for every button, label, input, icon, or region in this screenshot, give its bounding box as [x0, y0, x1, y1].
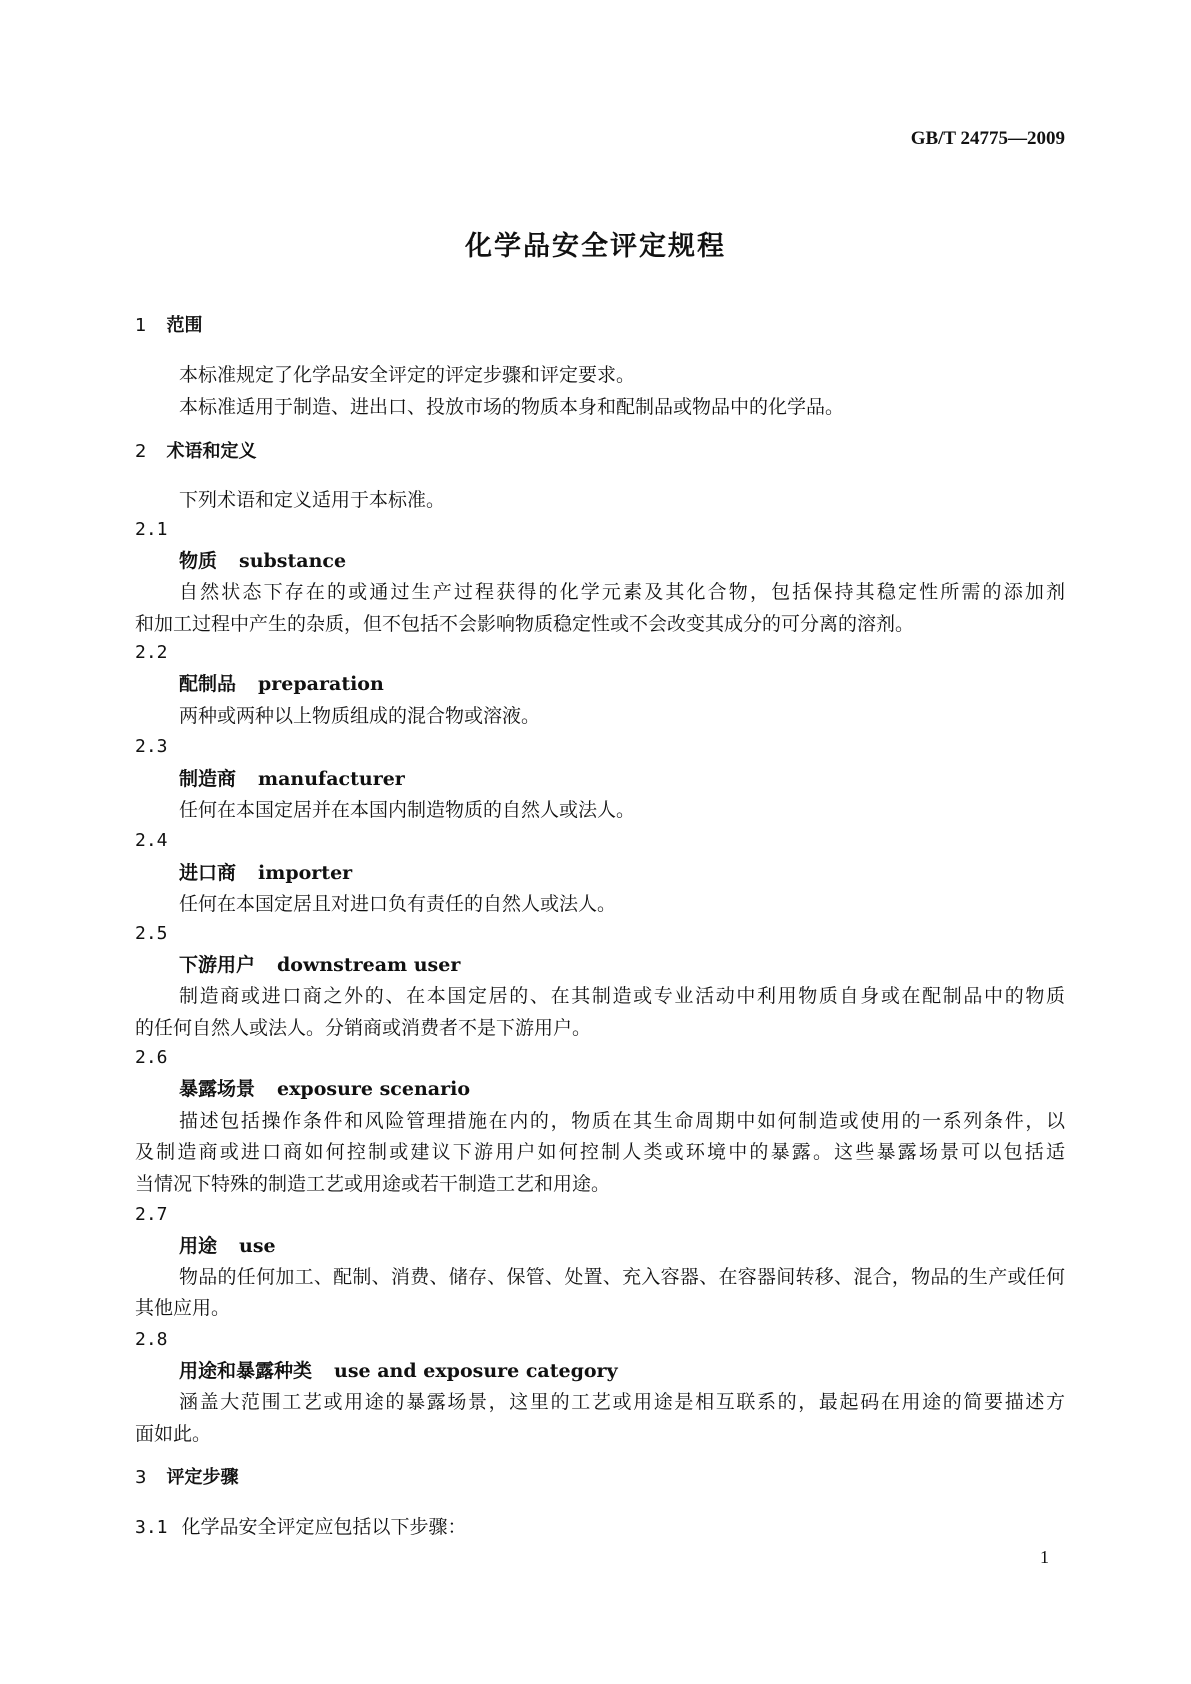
- term-heading: [179, 764, 405, 794]
- term-zh: 下游用户: [179, 954, 256, 976]
- clause-text: 化学品安全评定应包括以下步骤：: [181, 1516, 467, 1538]
- standard-code: GB/T 24775—2009: [910, 128, 1065, 149]
- term-zh: 暴露场景: [179, 1078, 256, 1100]
- term-number: 2.5: [135, 923, 168, 944]
- definition-line: 当情况下特殊的制造工艺或用途或若干制造工艺和用途。: [135, 1173, 611, 1195]
- term-zh: 用途和暴露种类: [179, 1360, 313, 1382]
- paragraph: 本标准规定了化学品安全评定的评定步骤和评定要求。: [179, 364, 636, 386]
- definition-line: 涵盖大范围工艺或用途的暴露场景，这里的工艺或用途是相互联系的，最起码在用途的简要描述方: [179, 1391, 1065, 1413]
- paragraph: 下列术语和定义适用于本标准。: [179, 489, 446, 511]
- term-heading: [179, 858, 352, 888]
- term-zh: 进口商: [179, 862, 237, 884]
- term-number: 2.3: [135, 736, 168, 757]
- definition-line: 制造商或进口商之外的、在本国定居的、在其制造或专业活动中利用物质自身或在配制品中的物质: [179, 985, 1065, 1007]
- definition-line: 任何在本国定居并在本国内制造物质的自然人或法人。: [179, 799, 636, 821]
- term-en: substance: [239, 550, 347, 572]
- definition-line: 面如此。: [135, 1423, 212, 1445]
- clause-3-1: [135, 1512, 467, 1542]
- term-number: 2.7: [135, 1204, 168, 1225]
- term-en: downstream user: [277, 954, 461, 976]
- definition-line: 自然状态下存在的或通过生产过程获得的化学元素及其化合物，包括保持其稳定性所需的添加剂: [179, 581, 1065, 603]
- section-number: 2: [135, 441, 147, 462]
- term-number: 2.6: [135, 1047, 168, 1068]
- definition-line: 描述包括操作条件和风险管理措施在内的，物质在其生命周期中如何制造或使用的一系列条件，以: [179, 1110, 1065, 1132]
- term-zh: 用途: [179, 1235, 218, 1257]
- term-number: 2.1: [135, 519, 168, 540]
- term-zh: 物质: [179, 550, 218, 572]
- term-heading: [179, 1074, 470, 1104]
- definition-line: 和加工过程中产生的杂质，但不包括不会影响物质稳定性或不会改变其成分的可分离的溶剂。: [135, 613, 915, 635]
- section-3-heading: [135, 1463, 238, 1493]
- definition-line: 物品的任何加工、配制、消费、储存、保管、处置、充入容器、在容器间转移、混合，物品的生产或任何: [179, 1266, 1065, 1288]
- section-1-heading: [135, 311, 202, 341]
- term-heading: [179, 546, 346, 576]
- term-en: use and exposure category: [334, 1360, 618, 1382]
- paragraph: 本标准适用于制造、进出口、投放市场的物质本身和配制品或物品中的化学品。: [179, 396, 845, 418]
- term-en: preparation: [258, 673, 384, 695]
- term-heading: [179, 1356, 618, 1386]
- term-en: manufacturer: [258, 768, 405, 790]
- term-number: 2.2: [135, 642, 168, 663]
- clause-number: 3.1: [135, 1517, 168, 1538]
- term-number: 2.8: [135, 1329, 168, 1350]
- term-number: 2.4: [135, 830, 168, 851]
- definition-line: 其他应用。: [135, 1297, 231, 1319]
- definition-line: 任何在本国定居且对进口负有责任的自然人或法人。: [179, 893, 617, 915]
- term-zh: 配制品: [179, 673, 237, 695]
- term-en: exposure scenario: [277, 1078, 470, 1100]
- term-zh: 制造商: [179, 768, 237, 790]
- section-2-heading: [135, 437, 256, 467]
- section-title: 评定步骤: [166, 1467, 239, 1488]
- section-title: 范围: [166, 315, 203, 336]
- document-title: 化学品安全评定规程: [465, 231, 726, 262]
- definition-line: 的任何自然人或法人。分销商或消费者不是下游用户。: [135, 1017, 592, 1039]
- definition-line: 两种或两种以上物质组成的混合物或溶液。: [179, 705, 541, 727]
- section-number: 1: [135, 315, 147, 336]
- term-heading: [179, 669, 384, 699]
- term-en: use: [239, 1235, 276, 1257]
- page-number: 1: [1040, 1547, 1049, 1567]
- term-en: importer: [258, 862, 353, 884]
- definition-line: 及制造商或进口商如何控制或建议下游用户如何控制人类或环境中的暴露。这些暴露场景可以包括适: [135, 1141, 1065, 1163]
- term-heading: [179, 950, 460, 980]
- term-heading: [179, 1231, 276, 1261]
- section-number: 3: [135, 1467, 147, 1488]
- section-title: 术语和定义: [166, 441, 257, 462]
